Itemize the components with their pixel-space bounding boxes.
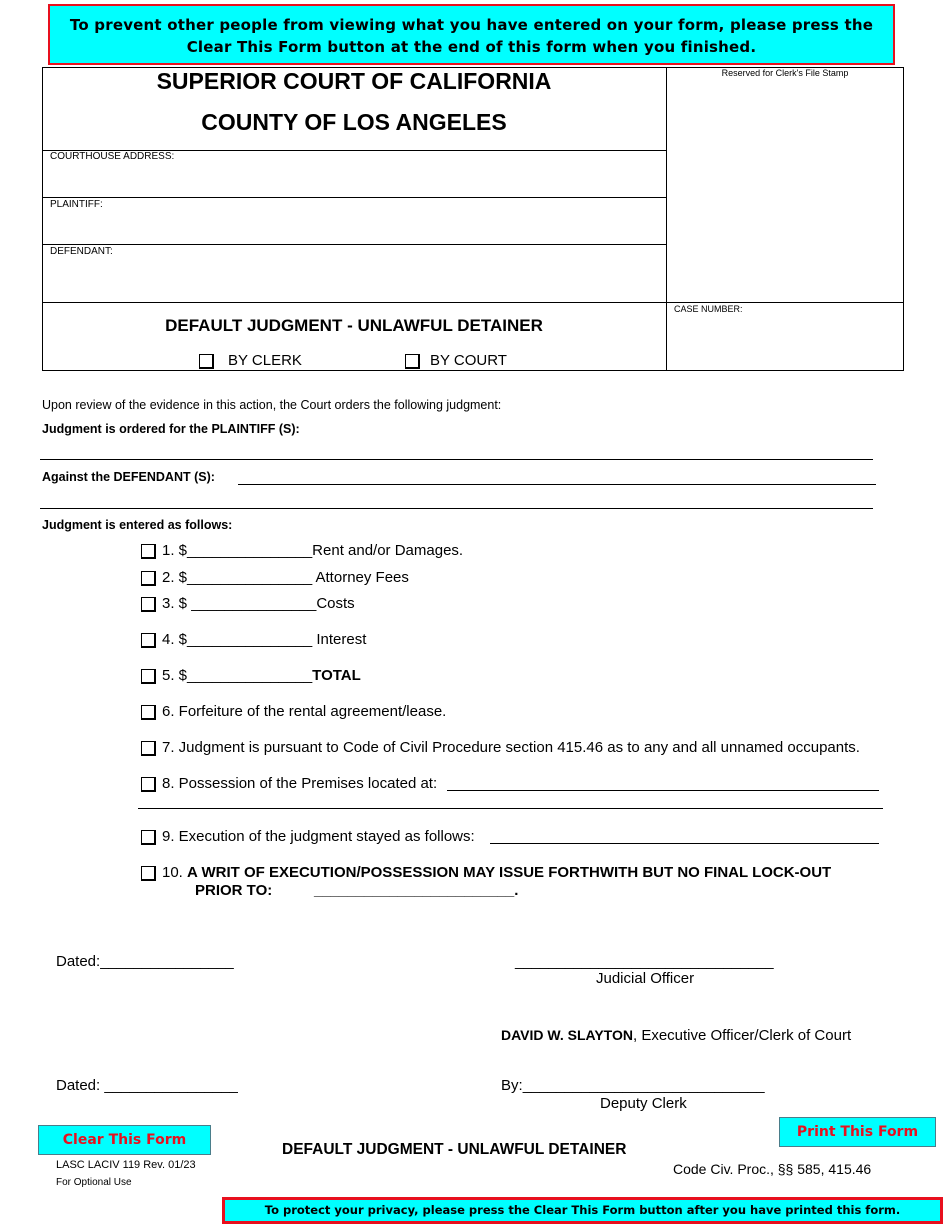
by-court-label: BY COURT — [430, 352, 507, 369]
stay-line[interactable] — [490, 843, 879, 844]
defendant-line-2[interactable] — [40, 508, 873, 509]
plaintiff-line[interactable] — [40, 459, 873, 460]
caption-rule — [42, 244, 666, 245]
intro-text: Upon review of the evidence in this action, the Court orders the following judgment: — [42, 398, 502, 412]
item-2-prefix: 2. $ — [162, 569, 188, 586]
dated-1-label: Dated: — [56, 953, 101, 970]
item-6-checkbox[interactable] — [141, 705, 156, 720]
item-3-checkbox[interactable] — [141, 597, 156, 612]
item-10-number: 10. — [162, 864, 183, 881]
deputy-clerk-label: Deputy Clerk — [600, 1095, 687, 1112]
code-reference: Code Civ. Proc., §§ 585, 415.46 — [673, 1161, 872, 1177]
defendant-label: DEFENDANT: — [50, 246, 113, 257]
item-4-prefix: 4. $ — [162, 631, 188, 648]
item-4-amount-field[interactable]: _______________ — [187, 631, 313, 648]
deputy-signature-line[interactable]: _____________________________ — [522, 1077, 765, 1094]
item-1 — [162, 542, 463, 559]
item-9-text: 9. Execution of the judgment stayed as follows: — [162, 828, 475, 845]
by-clerk-checkbox[interactable] — [199, 354, 214, 369]
by-label: By: — [501, 1077, 523, 1094]
courthouse-address-label: COURTHOUSE ADDRESS: — [50, 151, 175, 162]
item-5-checkbox[interactable] — [141, 669, 156, 684]
dated-1-field[interactable]: ________________ — [100, 953, 234, 970]
clerk-stamp-label: Reserved for Clerk's File Stamp — [721, 68, 849, 78]
judicial-officer-label: Judicial Officer — [596, 970, 695, 987]
dated-2-label: Dated: — [56, 1077, 105, 1094]
defendant-line[interactable] — [238, 484, 876, 485]
item-3-label: Costs — [316, 595, 355, 612]
item-2-checkbox[interactable] — [141, 571, 156, 586]
item-1-checkbox[interactable] — [141, 544, 156, 559]
caption-rule — [42, 197, 666, 198]
item-10-prior-to: PRIOR TO: — [195, 882, 273, 899]
item-4-label: Interest — [312, 631, 367, 648]
premises-line[interactable] — [447, 790, 879, 791]
print-form-button[interactable]: Print This Form — [779, 1117, 936, 1147]
item-2 — [162, 569, 409, 586]
lockout-date-field[interactable]: ________________________. — [314, 882, 519, 899]
form-title: DEFAULT JUDGMENT - UNLAWFUL DETAINER — [165, 316, 543, 335]
item-7-checkbox[interactable] — [141, 741, 156, 756]
plaintiff-label: PLAINTIFF: — [50, 199, 103, 210]
clerk-name: DAVID W. SLAYTON — [501, 1027, 633, 1043]
caption-rule — [42, 302, 904, 303]
entered-heading: Judgment is entered as follows: — [42, 518, 233, 532]
item-7-text: 7. Judgment is pursuant to Code of Civil Procedure section 415.46 as to any and all unnamed occupants. — [162, 739, 860, 756]
plaintiff-field[interactable] — [43, 211, 665, 243]
item-3 — [162, 595, 355, 612]
dated-2-field[interactable]: ________________ — [104, 1077, 238, 1094]
item-8-text: 8. Possession of the Premises located at: — [162, 775, 438, 792]
privacy-banner-top — [48, 4, 895, 65]
clear-form-button[interactable]: Clear This Form — [38, 1125, 211, 1155]
clerk-signature-block — [501, 1027, 851, 1044]
plaintiff-heading: Judgment is ordered for the PLAINTIFF (S): — [42, 422, 300, 436]
clerk-title: , Executive Officer/Clerk of Court — [632, 1027, 852, 1044]
item-10-checkbox[interactable] — [141, 866, 156, 881]
item-5-amount-field[interactable]: _______________ — [187, 667, 313, 684]
dated-2 — [56, 1077, 238, 1094]
form-id: LASC LACIV 119 Rev. 01/23 — [56, 1159, 196, 1171]
item-3-amount-field[interactable]: _______________ — [191, 595, 317, 612]
item-5-prefix: 5. $ — [162, 667, 188, 684]
by-court-checkbox[interactable] — [405, 354, 420, 369]
privacy-banner-top-line1: To prevent other people from viewing what you have entered on your form, please press the — [69, 16, 874, 34]
optional-use-label: For Optional Use — [56, 1177, 132, 1188]
item-1-amount-field[interactable]: _______________ — [187, 542, 313, 559]
privacy-banner-bottom: To protect your privacy, please press the Clear This Form button after you have printed this form. — [222, 1197, 943, 1224]
item-9-checkbox[interactable] — [141, 830, 156, 845]
item-3-prefix: 3. $ — [162, 595, 192, 612]
item-10-writ-text: A WRIT OF EXECUTION/POSSESSION MAY ISSUE FORTHWITH BUT NO FINAL LOCK-OUT — [187, 864, 832, 881]
courthouse-address-field[interactable] — [43, 163, 665, 196]
item-8-checkbox[interactable] — [141, 777, 156, 792]
footer-form-title: DEFAULT JUDGMENT - UNLAWFUL DETAINER — [282, 1141, 627, 1158]
by-deputy — [501, 1077, 765, 1094]
item-10-line1 — [162, 864, 831, 881]
item-1-prefix: 1. $ — [162, 542, 188, 559]
case-number-field[interactable] — [668, 316, 902, 370]
item-4-checkbox[interactable] — [141, 633, 156, 648]
dated-1 — [56, 953, 234, 970]
against-defendant-label: Against the DEFENDANT (S): — [42, 470, 215, 484]
caption-divider — [666, 67, 667, 371]
case-number-label: CASE NUMBER: — [674, 304, 743, 314]
item-5 — [162, 667, 361, 684]
premises-line-2[interactable] — [138, 808, 883, 809]
court-name: SUPERIOR COURT OF CALIFORNIA — [156, 68, 552, 94]
defendant-field[interactable] — [43, 258, 665, 301]
item-1-label: Rent and/or Damages. — [312, 542, 464, 559]
item-2-label: Attorney Fees — [312, 569, 409, 586]
by-clerk-label: BY CLERK — [228, 352, 302, 369]
item-4 — [162, 631, 366, 648]
county-name: COUNTY OF LOS ANGELES — [201, 109, 507, 135]
judicial-officer-signature-line[interactable]: _______________________________ — [515, 953, 774, 970]
privacy-banner-top-line2: Clear This Form button at the end of this form when you finished. — [186, 38, 757, 56]
item-6-text: 6. Forfeiture of the rental agreement/lease. — [162, 703, 447, 720]
item-5-label: TOTAL — [312, 667, 361, 684]
item-2-amount-field[interactable]: _______________ — [187, 569, 313, 586]
